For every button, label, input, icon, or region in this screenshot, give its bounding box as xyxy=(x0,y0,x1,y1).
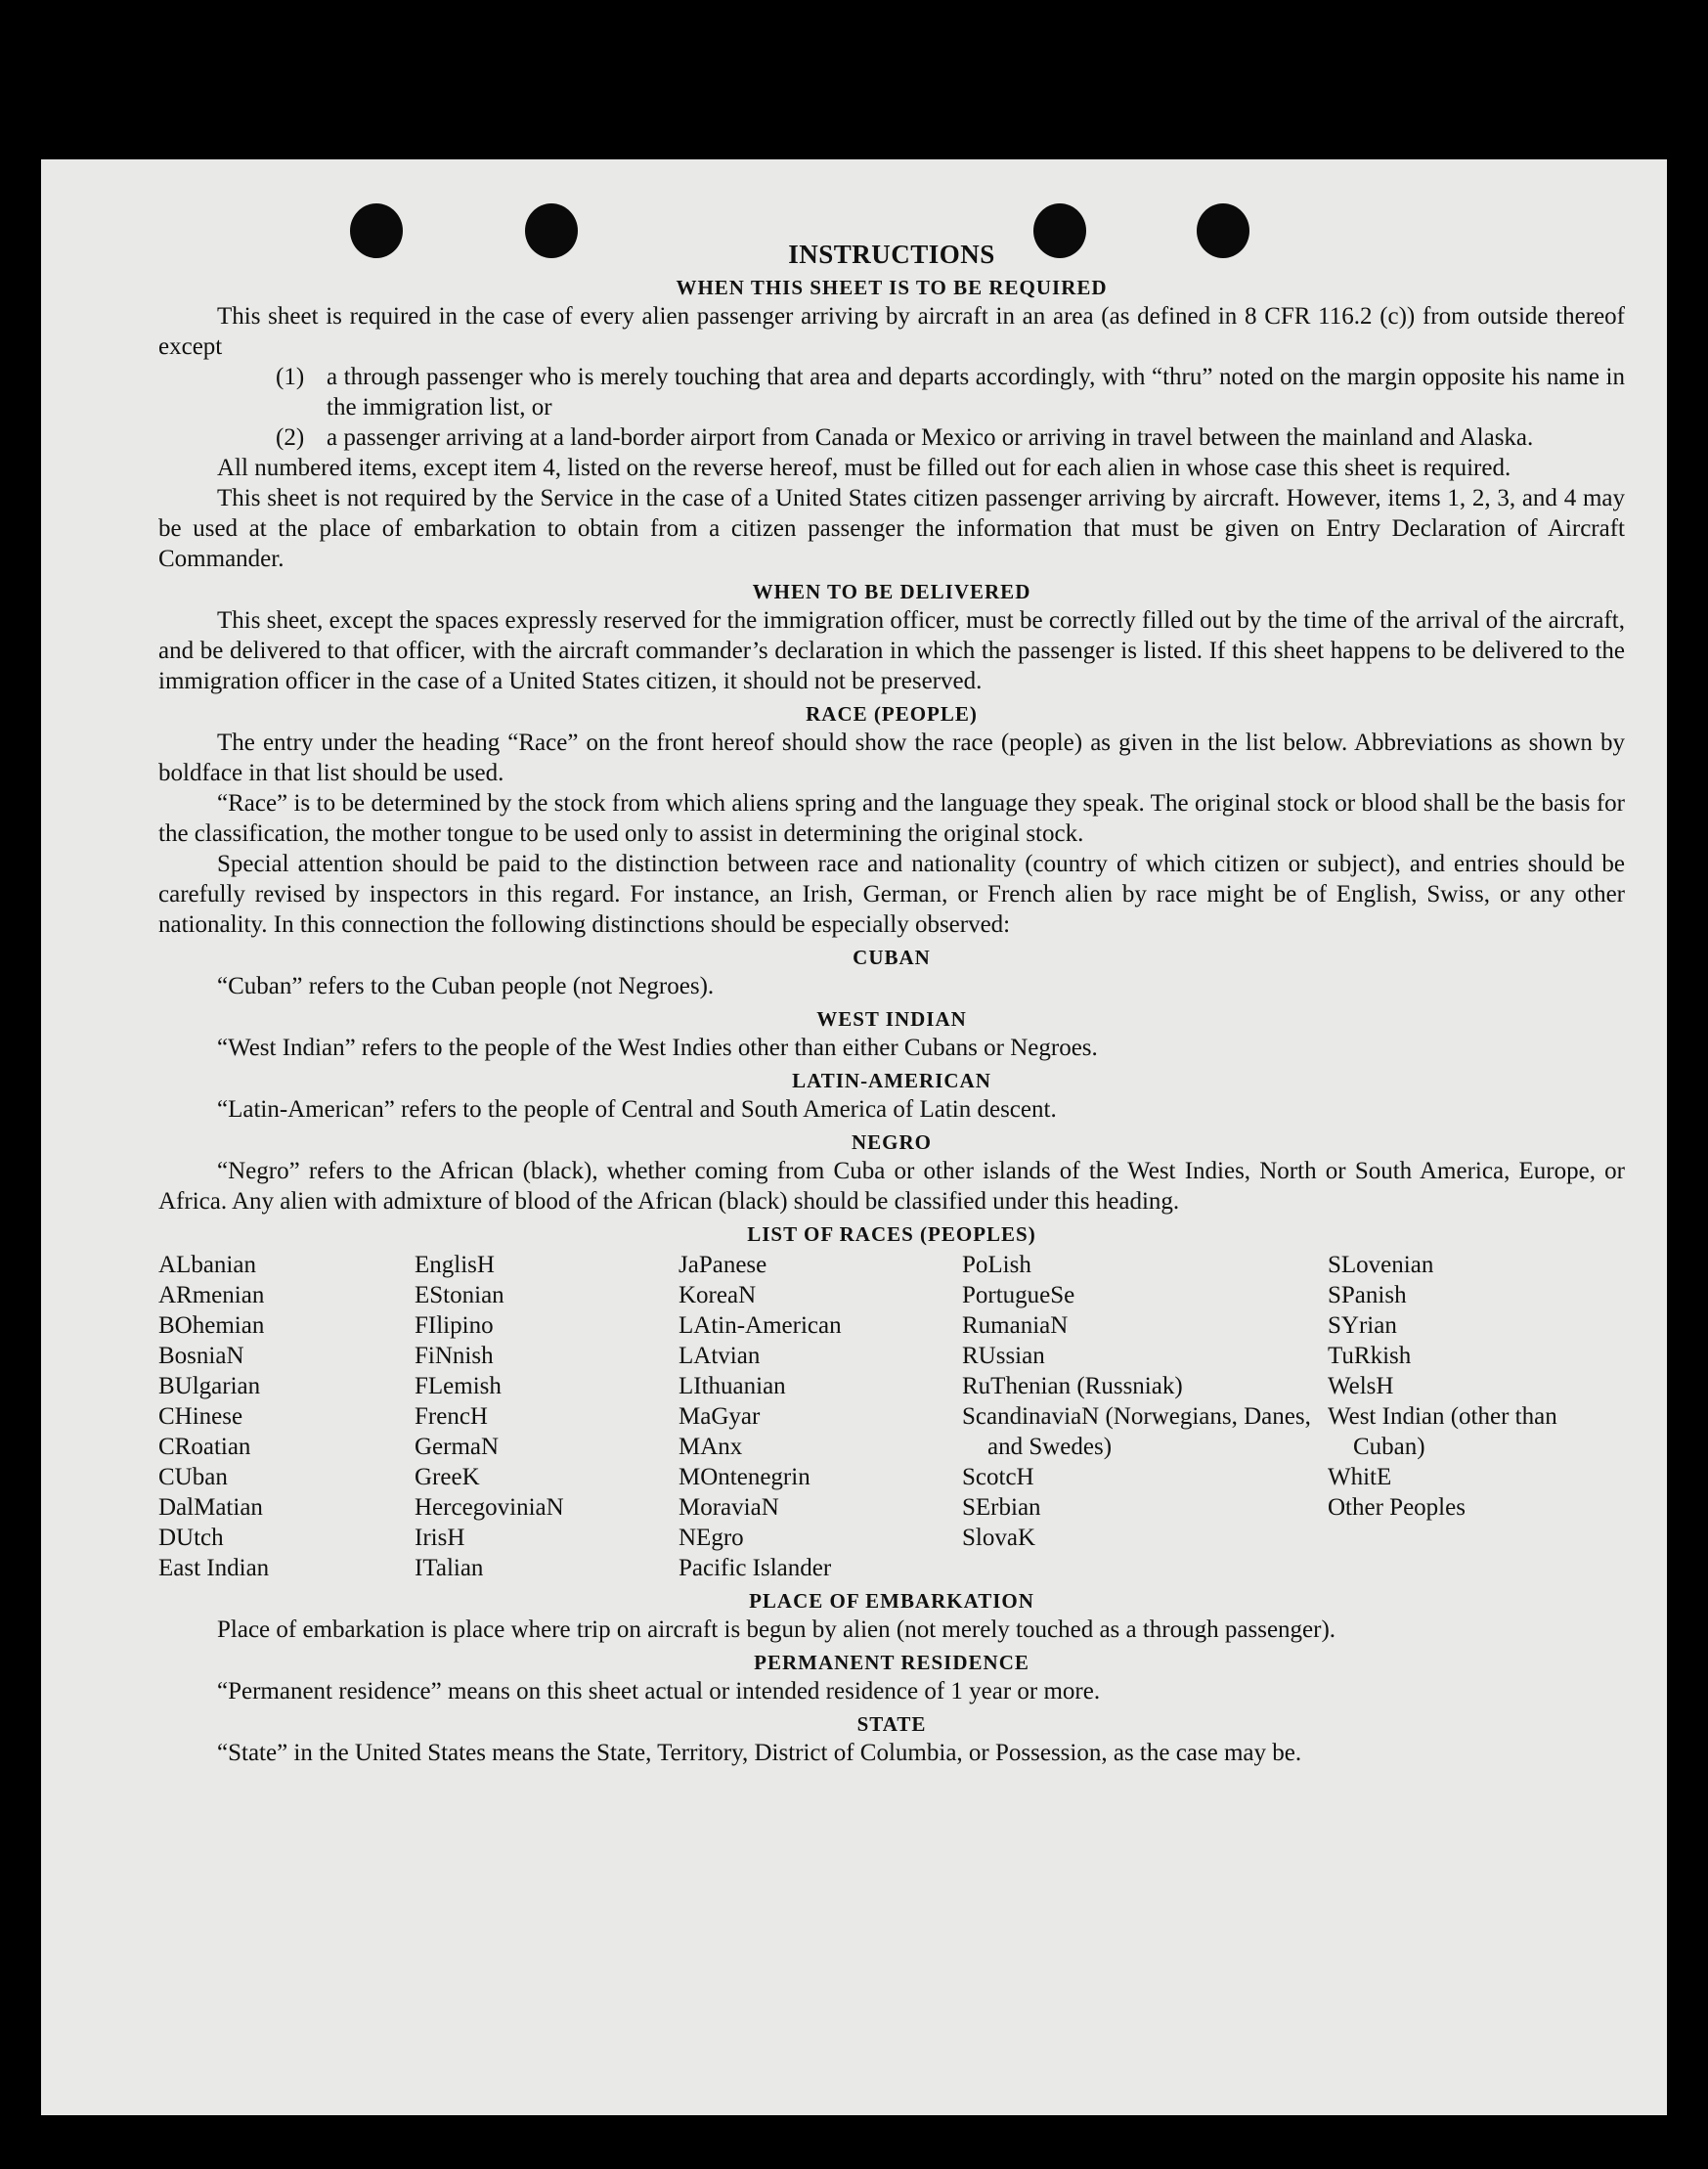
document-page xyxy=(41,159,1667,2115)
race-entry: West Indian (other than Cuban) xyxy=(1328,1403,1557,1460)
race-entry: IrisH xyxy=(415,1525,465,1551)
section-heading-residence: PERMANENT RESIDENCE xyxy=(754,1651,1029,1674)
section-heading-west-indian: WEST INDIAN xyxy=(816,1007,967,1031)
race-entry: FrencH xyxy=(415,1403,488,1430)
race-entry: BUlgarian xyxy=(158,1373,261,1399)
race-entry: DalMatian xyxy=(158,1494,263,1521)
race-entry: CRoatian xyxy=(158,1434,251,1460)
race-entry: SlovaK xyxy=(962,1525,1035,1551)
item-text: a passenger arriving at a land-border airport from Canada or Mexico or arriving in travel between the mainland and Alaska. xyxy=(327,424,1534,451)
race-entry: WhitE xyxy=(1328,1464,1392,1490)
race-entry: Other Peoples xyxy=(1328,1494,1466,1521)
race-entry: FLemish xyxy=(415,1373,502,1399)
section-heading-negro: NEGRO xyxy=(851,1130,932,1154)
instructions-content xyxy=(158,236,1625,1768)
race-entry: RuThenian (Russniak) xyxy=(962,1373,1183,1399)
paragraph: This sheet is not required by the Service in the case of a United States citizen passenger arriving by aircraft. However, items 1, 2, 3, and 4 may be used at the place of embarkation to obtain from a citizen passenger the information that must be given on Entry Declaration of Aircraft Commander. xyxy=(158,485,1625,572)
race-column xyxy=(962,1250,1328,1583)
race-entry: GreeK xyxy=(415,1464,480,1490)
race-entry: MoraviaN xyxy=(679,1494,779,1521)
section-heading-when-required: WHEN THIS SHEET IS TO BE REQUIRED xyxy=(676,276,1108,299)
page-title: INSTRUCTIONS xyxy=(788,240,995,269)
race-entry: ScandinaviaN (Norwegians, Danes, and Swedes) xyxy=(962,1403,1311,1460)
race-entry: BOhemian xyxy=(158,1312,265,1339)
race-entry: SYrian xyxy=(1328,1312,1397,1339)
item-number: (1) xyxy=(276,364,305,390)
race-entry: ITalian xyxy=(415,1555,484,1581)
race-entry: CHinese xyxy=(158,1403,243,1430)
race-entry: SPanish xyxy=(1328,1282,1407,1308)
section-heading-list-of-races: LIST OF RACES (PEOPLES) xyxy=(747,1222,1036,1246)
race-entry: SErbian xyxy=(962,1494,1041,1521)
race-entry: ALbanian xyxy=(158,1252,256,1278)
paragraph: Special attention should be paid to the distinction between race and nationality (country of which citizen or subject), and entries should be carefully revised by inspectors in this regard. For instance, an Irish, German, or French alien by race might be of English, Swiss, or any other nationality. In this connection the following distinctions should be especially observed: xyxy=(158,851,1625,938)
paragraph: All numbered items, except item 4, listed on the reverse hereof, must be filled out for each alien in whose case this sheet is required. xyxy=(217,455,1511,481)
race-entry: MOntenegrin xyxy=(679,1464,810,1490)
race-entry: LAtvian xyxy=(679,1343,761,1369)
race-entry: MAnx xyxy=(679,1434,743,1460)
race-entry: FiNnish xyxy=(415,1343,494,1369)
paragraph: Place of embarkation is place where trip on aircraft is begun by alien (not merely touched as a through passenger). xyxy=(217,1616,1336,1643)
item-text: a through passenger who is merely touching that area and departs accordingly, with “thru” noted on the margin opposite his name in the immigration list, or xyxy=(327,364,1625,421)
race-entry: MaGyar xyxy=(679,1403,761,1430)
race-entry: Pacific Islander xyxy=(679,1555,832,1581)
section-heading-cuban: CUBAN xyxy=(853,946,931,969)
paragraph: This sheet, except the spaces expressly reserved for the immigration officer, must be correctly filled out by the time of the arrival of the aircraft, and be delivered to that officer, with the aircraft commander’s declaration in which the passenger is listed. If this sheet happens to be delivered to the immigration officer in the case of a United States citizen, it should not be preserved. xyxy=(158,607,1625,694)
paragraph: “West Indian” refers to the people of the West Indies other than either Cubans or Negroes. xyxy=(217,1035,1098,1061)
race-entry: EStonian xyxy=(415,1282,504,1308)
race-entry: TuRkish xyxy=(1328,1343,1412,1369)
race-entry: East Indian xyxy=(158,1555,270,1581)
section-heading-state: STATE xyxy=(856,1712,927,1736)
race-entry: NEgro xyxy=(679,1525,744,1551)
race-entry: DUtch xyxy=(158,1525,224,1551)
paragraph: “Cuban” refers to the Cuban people (not Negroes). xyxy=(217,973,715,999)
race-entry: ScotcH xyxy=(962,1464,1034,1490)
race-entry: JaPanese xyxy=(679,1252,767,1278)
paragraph: “Race” is to be determined by the stock from which aliens spring and the language they speak. The original stock or blood shall be the basis for the classification, the mother tongue to be used only to assist in determining the original stock. xyxy=(158,790,1625,847)
race-entry: RumaniaN xyxy=(962,1312,1069,1339)
race-column xyxy=(415,1250,679,1583)
race-column xyxy=(158,1250,415,1583)
paragraph: “State” in the United States means the State, Territory, District of Columbia, or Possession, as the case may be. xyxy=(217,1740,1302,1766)
race-entry: CUban xyxy=(158,1464,228,1490)
race-entry: BosniaN xyxy=(158,1343,244,1369)
section-heading-latin-american: LATIN-AMERICAN xyxy=(792,1069,991,1092)
race-entry: LAtin-American xyxy=(679,1312,842,1339)
race-entry: WelsH xyxy=(1328,1373,1394,1399)
race-entry: ARmenian xyxy=(158,1282,265,1308)
race-column xyxy=(679,1250,962,1583)
item-number: (2) xyxy=(276,424,305,451)
paragraph: “Latin-American” refers to the people of Central and South America of Latin descent. xyxy=(217,1096,1057,1123)
race-column xyxy=(1328,1250,1625,1583)
section-heading-race: RACE (PEOPLE) xyxy=(806,702,978,726)
race-entry: PoLish xyxy=(962,1252,1031,1278)
race-entry: FIlipino xyxy=(415,1312,494,1339)
race-entry: GermaN xyxy=(415,1434,500,1460)
race-entry: LIthuanian xyxy=(679,1373,786,1399)
paragraph: This sheet is required in the case of every alien passenger arriving by aircraft in an area (as defined in 8 CFR 116.2 (c)) from outside thereof except xyxy=(158,303,1625,360)
section-heading-when-delivered: WHEN TO BE DELIVERED xyxy=(752,580,1031,603)
race-entry: EnglisH xyxy=(415,1252,495,1278)
race-entry: PortugueSe xyxy=(962,1282,1075,1308)
list-item xyxy=(276,422,1625,453)
race-entry: KoreaN xyxy=(679,1282,757,1308)
section-heading-embarkation: PLACE OF EMBARKATION xyxy=(749,1589,1034,1613)
paragraph: The entry under the heading “Race” on the front hereof should show the race (people) as given in the list below. Abbreviations as shown by boldface in that list should be used. xyxy=(158,730,1625,786)
paragraph: “Negro” refers to the African (black), whether coming from Cuba or other islands of the West Indies, North or South America, Europe, or Africa. Any alien with admixture of blood of the African (black) should be classified under this heading. xyxy=(158,1158,1625,1215)
list-item xyxy=(276,362,1625,422)
race-entry: SLovenian xyxy=(1328,1252,1434,1278)
race-list xyxy=(158,1250,1625,1583)
race-entry: HercegoviniaN xyxy=(415,1494,564,1521)
paragraph: “Permanent residence” means on this sheet actual or intended residence of 1 year or more. xyxy=(217,1678,1101,1704)
race-entry: RUssian xyxy=(962,1343,1045,1369)
